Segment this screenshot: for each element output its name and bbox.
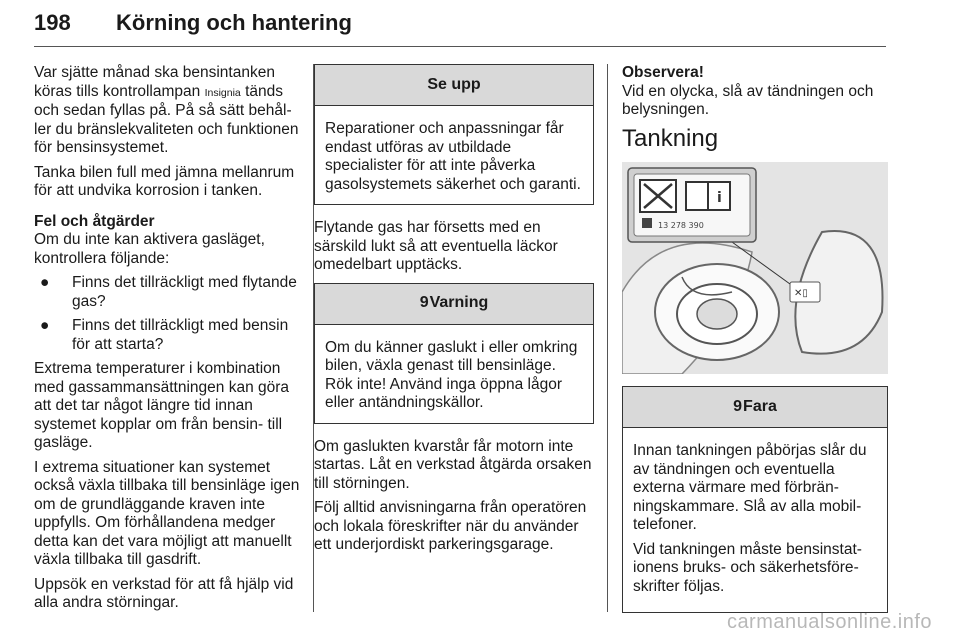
paragraph-temperature: Extrema temperaturer i kombination med gassammansättningen kan göra att det tar något längre tid innan systemet kopplar om från bensin- till gasläge.: [34, 360, 290, 451]
danger-paragraph: Innan tankningen påbörjas slår du av tändningen och eventuella externa värmare med förbränningskammare. Slå av alla mobiltelefoner.: [633, 442, 867, 533]
caution-box: [314, 64, 594, 205]
paragraph-corrosion: Tanka bilen full med jämna mellanrum för att undvika korrosion i tanken.: [34, 163, 295, 199]
paragraph-garage: Följ alltid anvisningarna från operatören och lokala föreskrifter när du använder ett underjordiskt parkeringsgarage.: [314, 499, 587, 553]
header-divider: [34, 46, 886, 47]
paragraph-gas-odor: Flytande gas har försetts med en särskild lukt så att eventuella läckor omedelbart upptäcks.: [314, 219, 558, 273]
warning-box: [314, 283, 594, 424]
control-lamp-label: Insignia: [204, 86, 241, 99]
list-item: [34, 274, 300, 311]
warning-body: Om du känner gaslukt i eller omkring bilen, växla genast till bensinläge. Rök inte! Använd inga öppna lågor eller antändningskällor.: [325, 338, 578, 411]
faults-heading: Fel och åtgärder: [34, 212, 155, 230]
watermark: carmanualsonline.info: [726, 611, 932, 633]
fuel-filler-illustration: [622, 162, 888, 374]
warning-header: [315, 284, 593, 325]
paragraph-extreme: I extrema situationer kan systemet också växla tillbaka till bensinläge igen om de grundläggande kraven inte uppfylls. Om förhållandena medger detta kan det vara möjligt att manuellt växla tillbaka till gasdrift.: [34, 458, 300, 568]
list-item-text: Finns det tillräckligt med flytande gas?: [72, 274, 297, 310]
text-span: tänds och sedan fyllas på. På så sätt behåller du bränslekvaliteten och funktionen för bensinsystemet.: [34, 82, 299, 156]
warning-triangle-icon: 9: [419, 294, 429, 312]
danger-body: [623, 428, 887, 612]
paragraph-fuel-cycle: [34, 64, 300, 158]
warning-triangle-icon: 9: [733, 397, 743, 415]
danger-box: [622, 386, 888, 613]
note-heading: Observera!: [622, 64, 704, 81]
page-number: 198: [34, 10, 71, 35]
bullet-dot: ●: [40, 317, 50, 334]
svg-text:i: i: [717, 190, 722, 206]
bullet-dot: ●: [40, 274, 50, 291]
column-left: [34, 64, 300, 619]
svg-text:✕▯: ✕▯: [794, 288, 808, 299]
faults-intro: Om du inte kan aktivera gasläget, kontrollera följande:: [34, 231, 265, 267]
section-title: Tankning: [622, 124, 719, 152]
column-right: [622, 64, 888, 627]
paragraph-engine: Om gaslukten kvarstår får motorn inte startas. Låt en verkstad åtgärda orsaken till störningen.: [314, 437, 592, 492]
column-middle: [314, 64, 594, 561]
note-body: Vid en olycka, slå av tändningen och belysningen.: [622, 82, 874, 118]
column-divider: [607, 64, 608, 612]
label-number: 13 278 390: [658, 221, 704, 230]
paragraph-workshop: Uppsök en verkstad för att få hjälp vid alla andra störningar.: [34, 575, 294, 611]
text-span: Var sjätte månad ska bensintanken köras tills kontrollampan: [34, 64, 275, 100]
warning-title: Varning: [429, 294, 489, 312]
list-item-text: Finns det tillräckligt med bensin för att starta?: [72, 317, 289, 353]
danger-header: [623, 387, 887, 428]
list-item: [34, 317, 300, 354]
caution-body: Reparationer och anpassningar får endast utföras av utbildade specialister för att inte påverka gasolsystemets säkerhet och garanti.: [325, 120, 581, 193]
chapter-title: Körning och hantering: [116, 10, 352, 35]
danger-paragraph: Vid tankningen måste bensinstationens bruks- och säkerhetsföreskrifter följas.: [633, 540, 862, 595]
danger-title: Fara: [743, 397, 777, 415]
caution-title: Se upp: [315, 65, 593, 106]
page-header: [34, 6, 886, 46]
